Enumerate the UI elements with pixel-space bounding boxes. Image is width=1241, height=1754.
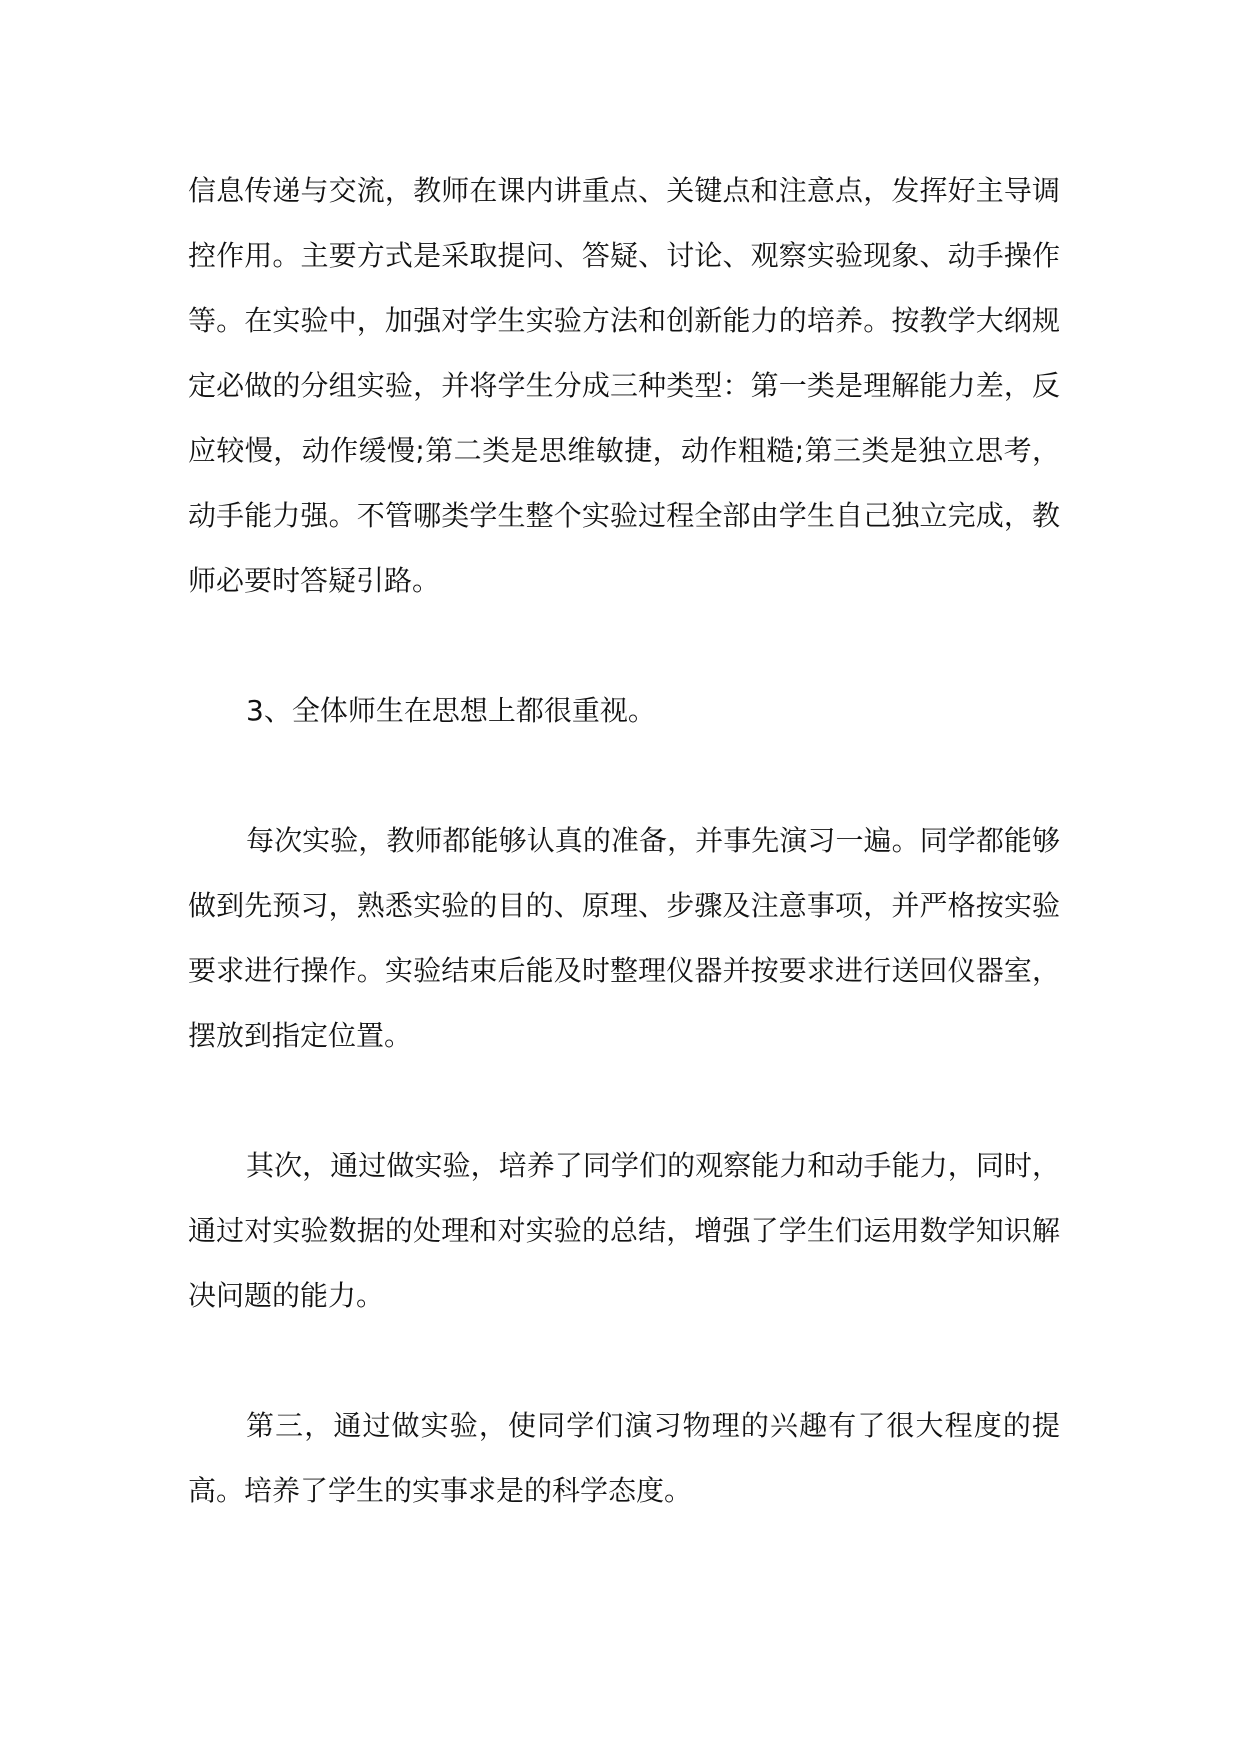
paragraph-continuation: 信息传递与交流，教师在课内讲重点、关键点和注意点，发挥好主导调控作用。主要方式是采取提问、答疑、讨论、观察实验现象、动手操作等。在实验中，加强对学生实验方法和创新能力的培养。按教学大纲规定必做的分组实验，并将学生分成三种类型：第一类是理解能力差，反应较慢，动作缓慢;第二类是思维敏捷，动作粗糙;第三类是独立思考，动手能力强。不管哪类学生整个实验过程全部由学生自己独立完成，教师必要时答疑引路。 [188, 174, 1060, 597]
document-body [188, 158, 1060, 1523]
paragraph-second-point: 其次，通过做实验，培养了同学们的观察能力和动手能力，同时，通过对实验数据的处理和对实验的总结，增强了学生们运用数学知识解决问题的能力。 [188, 1149, 1060, 1312]
paragraph-heading-3: 3、全体师生在思想上都很重视。 [246, 694, 656, 727]
paragraph-third-point: 第三，通过做实验，使同学们演习物理的兴趣有了很大程度的提高。培养了学生的实事求是的科学态度。 [188, 1409, 1060, 1507]
paragraph-experiment-prep: 每次实验，教师都能够认真的准备，并事先演习一遍。同学都能够做到先预习，熟悉实验的目的、原理、步骤及注意事项，并严格按实验要求进行操作。实验结束后能及时整理仪器并按要求进行送回仪器室，摆放到指定位置。 [188, 824, 1060, 1052]
